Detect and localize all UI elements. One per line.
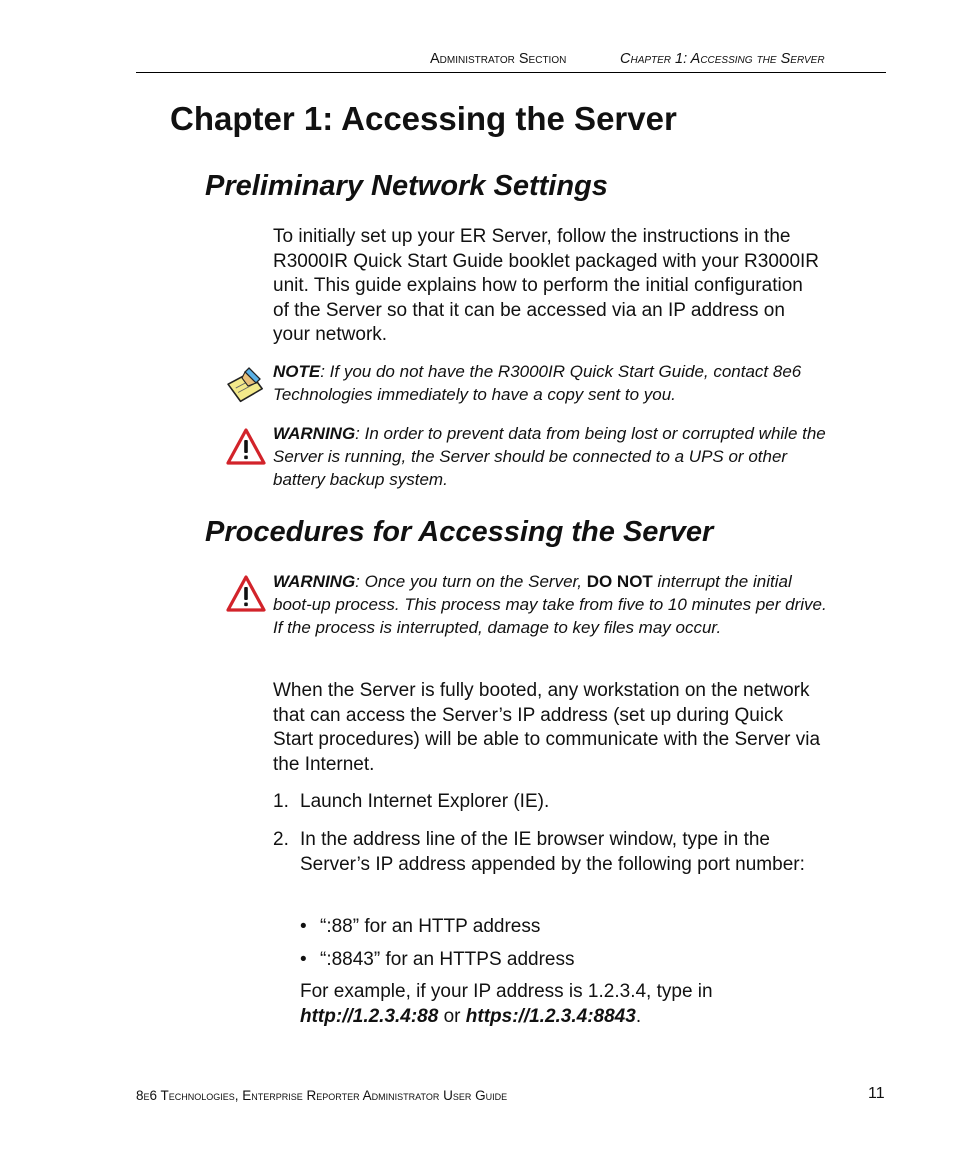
https-url: https://1.2.3.4:8843 [465, 1005, 636, 1027]
warning-body: : In order to prevent data from being lost or corrupted while the Server is running, the Server should be connected to a UPS or other battery backup system. [273, 424, 826, 489]
intro-paragraph: To initially set up your ER Server, follow the instructions in the R3000IR Quick Start Guide booklet packaged with your R3000IR unit. This guide explains how to perform the initial configuration of the Server so that it can be accessed via an IP address on your network. [273, 226, 820, 346]
warning-callout-bootup [273, 571, 833, 639]
example-text-start: For example, if your IP address is 1.2.3.4, type in [300, 981, 713, 1002]
warning-body-start: : Once you turn on the Server, [355, 572, 587, 591]
warning-callout-ups [273, 423, 833, 491]
running-header-chapter: Chapter 1: Accessing the Server [620, 51, 825, 67]
booted-paragraph: When the Server is fully booted, any workstation on the network that can access the Server’s IP address (set up during Quick Start procedures) will be able to communicate with the Server via the Internet. [273, 680, 821, 775]
step-item [273, 828, 833, 904]
warning-emphasis: DO NOT [586, 572, 653, 591]
note-pencil-icon [226, 364, 266, 404]
note-label: NOTE [273, 362, 321, 381]
bullet-text: “:8843” for an HTTPS address [320, 949, 575, 970]
running-footer: 8e6 Technologies, Enterprise Reporter Administrator User Guide [136, 1088, 508, 1103]
bullet-item [300, 948, 700, 972]
section-title-preliminary: Preliminary Network Settings [205, 170, 608, 202]
chapter-title: Chapter 1: Accessing the Server [170, 100, 677, 137]
bullet-item [300, 915, 700, 939]
step-text: Launch Internet Explorer (IE). [300, 791, 550, 812]
warning-label: WARNING [273, 424, 356, 443]
step-item [273, 790, 833, 816]
warning-label: WARNING [273, 572, 356, 591]
page-number: 11 [868, 1085, 885, 1102]
bullet-dot: • [300, 916, 307, 937]
step-number: 1. [273, 791, 289, 812]
bullet-text: “:88” for an HTTP address [320, 916, 541, 937]
example-text-middle: or [438, 1005, 466, 1027]
example-text-end: . [635, 1005, 642, 1027]
warning-triangle-icon [226, 574, 266, 614]
header-rule [136, 72, 886, 73]
bullet-dot: • [300, 949, 307, 970]
step-number: 2. [273, 829, 289, 850]
step-text: In the address line of the IE browser window, type in the Server’s IP address appended by the following port number: [300, 829, 805, 875]
example-paragraph [300, 980, 830, 1029]
note-callout [273, 361, 833, 407]
warning-body-end: interrupt the initial boot-up process. This process may take from five to 10 minutes per drive. If the process is interrupted, damage to key files may occur. [273, 572, 827, 637]
note-body: : If you do not have the R3000IR Quick Start Guide, contact 8e6 Technologies immediately to have a copy sent to you. [273, 362, 802, 404]
section-title-procedures: Procedures for Accessing the Server [205, 516, 714, 548]
running-header-section: Administrator Section [430, 51, 567, 67]
warning-triangle-icon [226, 427, 266, 467]
http-url: http://1.2.3.4:88 [300, 1005, 439, 1027]
